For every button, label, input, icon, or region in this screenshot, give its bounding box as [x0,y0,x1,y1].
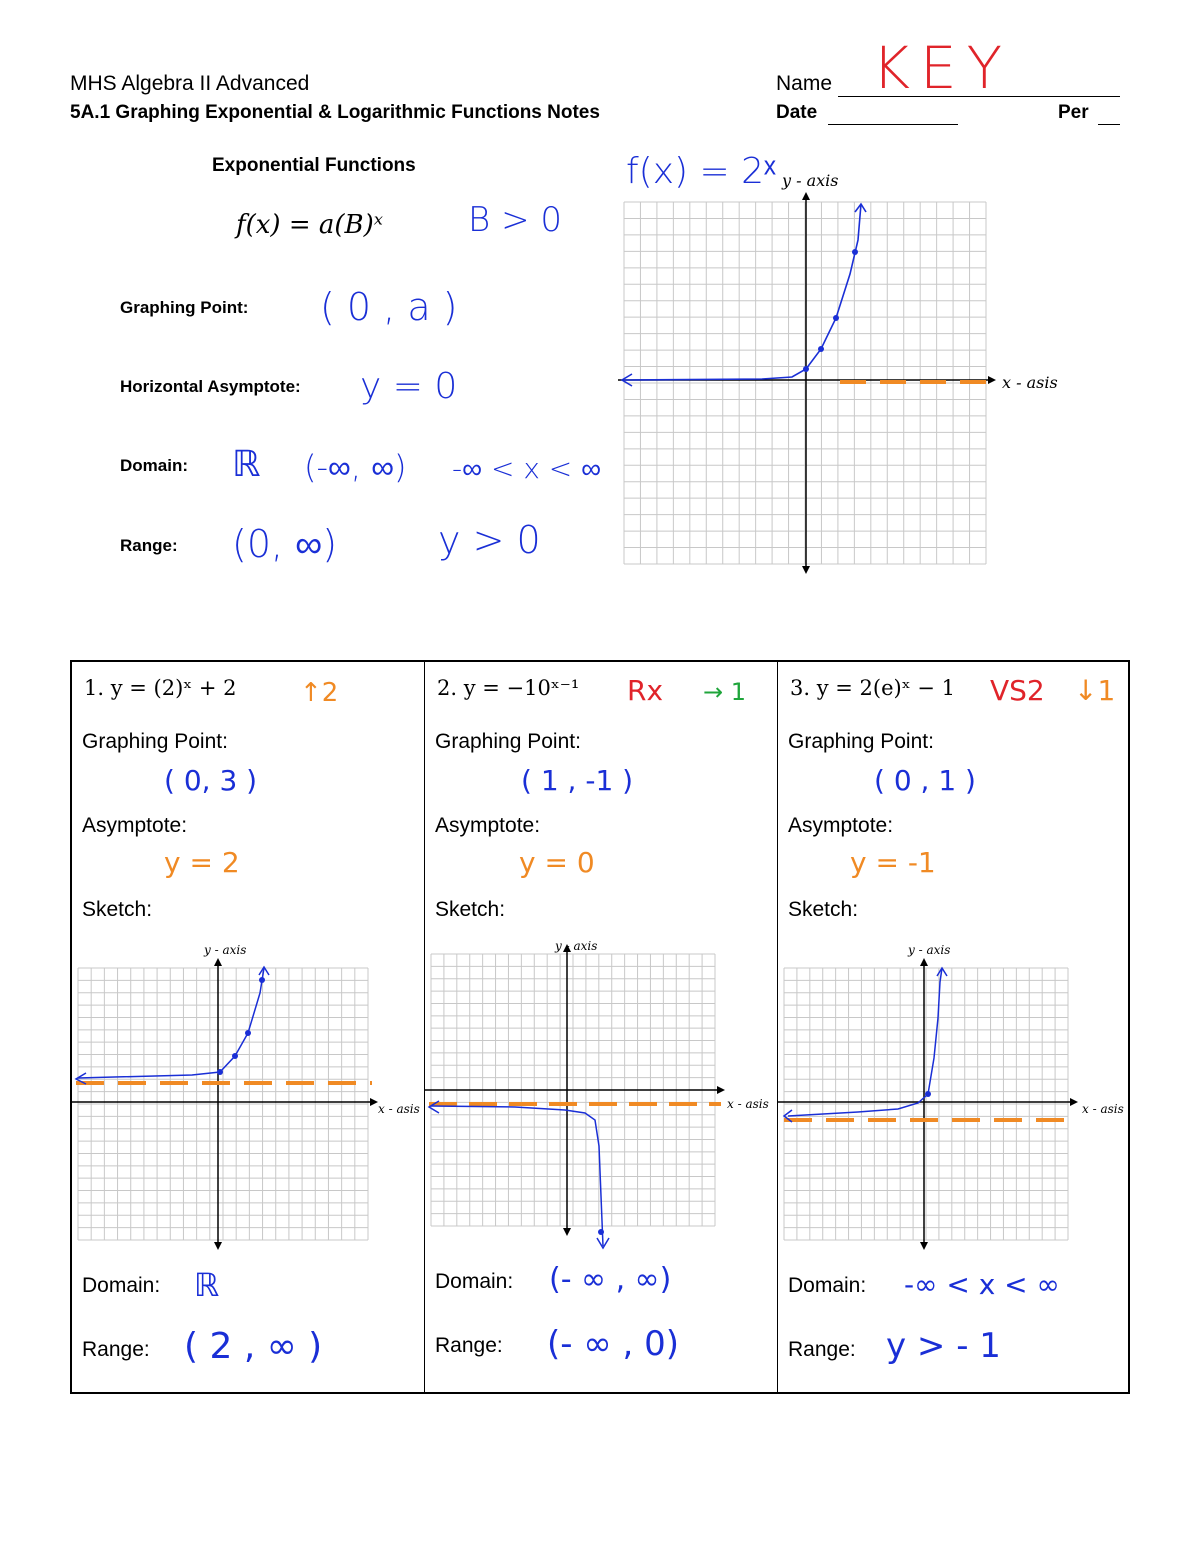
main-point [833,315,839,321]
problem-2-equation: 2. y = −10ˣ⁻¹ [437,676,580,700]
range-value-interval: (0, ∞) [232,522,338,566]
main-graph-title: f(x) = 2ˣ [626,151,776,192]
problem-2-x-axis-label: x - asis [727,1097,769,1111]
graphing-point-label: Graphing Point: [120,298,249,317]
main-point [818,346,824,352]
problem-3-asymptote-value: y = -1 [850,846,936,879]
problem-3-graphing-point-value: ( 0 , 1 ) [874,764,976,797]
course-name: MHS Algebra II Advanced [70,72,310,95]
problem-1-note: ↑2 [300,678,339,708]
problem-1-domain-value: ℝ [194,1266,220,1304]
range-label: Range: [120,536,178,555]
problem-1-point [232,1053,238,1059]
problem-3-domain-value: -∞ < x < ∞ [904,1268,1060,1301]
axis-arrow [717,1086,725,1094]
problem-1-domain-label: Domain: [82,1274,161,1297]
problem-2-asymptote-label: Asymptote: [435,814,541,837]
problem-1-point [245,1030,251,1036]
name-label: Name [776,72,833,95]
general-formula: f(x) = a(B)ˣ [236,210,384,240]
problem-3-cell [778,662,1130,1392]
section-title: Exponential Functions [212,155,416,176]
domain-value-inequality: -∞ < x < ∞ [452,452,602,485]
problem-1-asymptote-label: Asymptote: [82,814,188,837]
main-x-axis-label: x - asis [1002,373,1058,392]
problem-3-range-label: Range: [788,1338,856,1361]
date-line [828,124,958,125]
problem-2-range-value: (- ∞ , 0) [547,1324,679,1364]
per-label: Per [1058,102,1089,123]
problem-1-graph [72,938,424,1254]
problem-1-sketch-label: Sketch: [82,898,153,921]
per-line [1098,124,1120,125]
problem-3-domain-label: Domain: [788,1274,867,1297]
problem-2-domain-value: (- ∞ , ∞) [549,1262,672,1297]
problem-3-note-shift: ↓1 [1074,674,1116,707]
problem-2-range-label: Range: [435,1334,503,1357]
date-label: Date [776,102,818,123]
problem-3-y-axis-label: y - axis [908,943,951,957]
problem-2-note-shift: → 1 [703,678,747,706]
asymptote-label: Horizontal Asymptote: [120,377,301,396]
problem-1-range-label: Range: [82,1338,150,1361]
problem-3-x-axis-label: x - asis [1082,1102,1124,1116]
problem-3-range-value: y > - 1 [886,1326,1001,1366]
problem-1-point [259,977,265,983]
axis-arrow [920,1242,928,1250]
domain-value-reals: ℝ [232,444,261,485]
problem-3-sketch-label: Sketch: [788,898,859,921]
main-point [803,366,809,372]
axis-arrow [214,958,222,966]
axis-arrow [802,192,810,200]
asymptote-value: y = 0 [360,366,458,407]
problem-2-point [598,1229,604,1235]
problem-2-graphing-point-value: ( 1 , -1 ) [521,764,634,797]
problem-3-asymptote-label: Asymptote: [788,814,894,837]
main-curve [624,204,861,380]
problem-1-asymptote-value: y = 2 [164,846,240,879]
problem-3-equation: 3. y = 2(e)ˣ − 1 [790,676,955,700]
problem-2-y-axis-label: y - axis [555,939,598,953]
problem-2-graph-grid [425,944,725,1236]
problem-3-graph-grid [778,958,1078,1250]
axis-arrow [1070,1098,1078,1106]
problem-1-graphing-point-label: Graphing Point: [82,730,228,753]
problem-1-y-axis-label: y - axis [204,943,247,957]
axis-arrow [920,958,928,966]
main-y-axis-label: y - axis [782,171,839,190]
domain-label: Domain: [120,456,188,475]
problem-table [70,660,1130,1394]
name-value: KEY [872,34,1013,102]
problem-2-domain-label: Domain: [435,1270,514,1293]
main-point [852,249,858,255]
problem-2-graphing-point-label: Graphing Point: [435,730,581,753]
axis-arrow [214,1242,222,1250]
problem-3-point [925,1091,931,1097]
problem-1-graphing-point-value: ( 0, 3 ) [164,764,258,797]
formula-note: B > 0 [468,200,562,240]
problem-2-cell [425,662,777,1392]
problem-3-graph [778,938,1130,1254]
axis-arrow [563,1228,571,1236]
problem-1-x-axis-label: x - asis [378,1102,420,1116]
domain-value-interval: (-∞, ∞) [304,448,407,486]
problem-2-graph [425,936,777,1256]
problem-3-note-stretch: VS2 [990,674,1045,707]
page-title: 5A.1 Graphing Exponential & Logarithmic Functions Notes [70,102,600,123]
axis-arrow [988,376,996,384]
problem-3-graphing-point-label: Graphing Point: [788,730,934,753]
problem-1-equation: 1. y = (2)ˣ + 2 [84,676,237,700]
axis-arrow [370,1098,378,1106]
axis-arrow [802,566,810,574]
graphing-point-value: ( 0 , a ) [320,285,458,329]
problem-1-graph-grid [72,958,378,1250]
problem-2-note-reflection: Rx [627,674,664,707]
problem-2-sketch-label: Sketch: [435,898,506,921]
range-value-inequality: y > 0 [438,518,541,562]
problem-1-cell [72,662,424,1392]
problem-2-asymptote-value: y = 0 [519,846,595,879]
problem-1-point [217,1069,223,1075]
problem-1-range-value: ( 2 , ∞ ) [184,1326,323,1367]
main-graph [612,168,1082,576]
